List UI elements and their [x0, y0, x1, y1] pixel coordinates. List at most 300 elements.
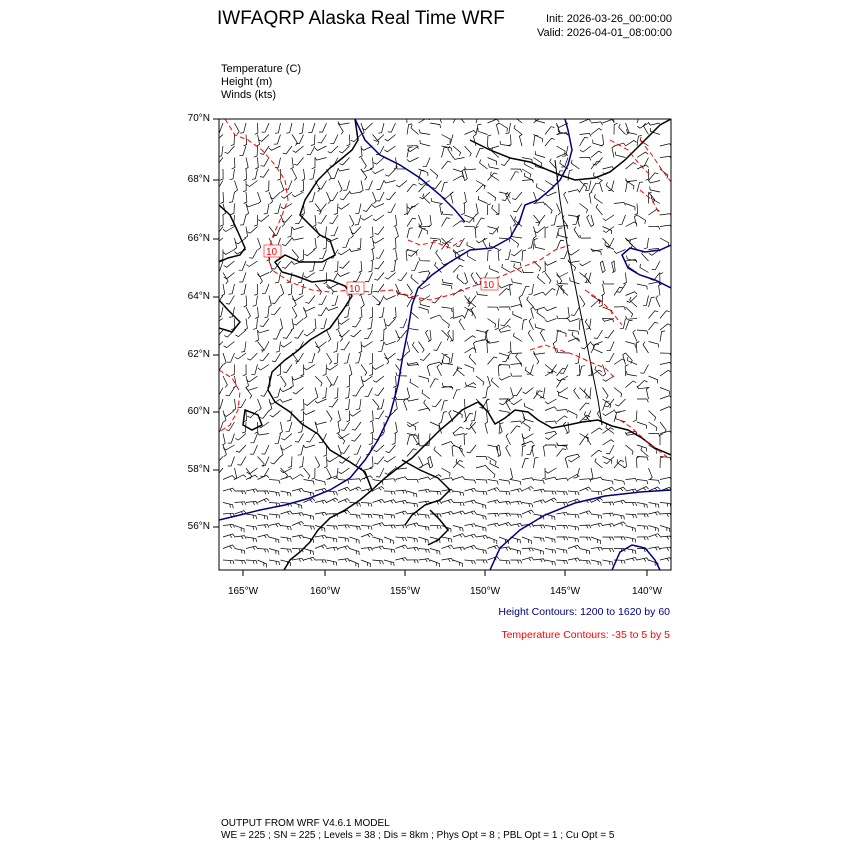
wind-barb	[292, 307, 297, 318]
wind-barb	[271, 307, 281, 315]
wind-barb	[436, 250, 442, 261]
wind-barb	[368, 284, 373, 295]
wind-barb	[545, 307, 557, 311]
wind-barb	[465, 534, 477, 538]
wind-barb	[499, 522, 511, 526]
wind-barb	[499, 123, 508, 132]
wind-barb	[470, 422, 476, 433]
wind-barb	[511, 549, 521, 555]
wind-barb	[362, 123, 372, 130]
wind-barb	[281, 181, 284, 193]
wind-barb	[641, 447, 649, 457]
wind-barb	[557, 226, 569, 229]
wind-barb	[643, 342, 649, 353]
wind-barb	[304, 491, 314, 497]
wind-barb	[626, 371, 637, 376]
wind-barb	[603, 215, 614, 221]
wind-barb	[373, 376, 384, 382]
wind-barb	[315, 388, 318, 400]
wind-barb	[442, 468, 451, 477]
wind-barb	[545, 537, 555, 543]
wind-barb	[404, 399, 407, 411]
wind-barb	[304, 273, 315, 278]
wind-barb	[649, 434, 660, 437]
wind-barb	[223, 524, 235, 528]
wind-barb	[476, 113, 482, 123]
lon-label: 155°W	[389, 586, 421, 597]
wind-barb	[338, 499, 350, 503]
wind-barb	[379, 307, 384, 318]
wind-barb	[626, 479, 638, 482]
wind-barb	[442, 307, 453, 312]
wind-barb	[648, 122, 660, 125]
wind-barb	[456, 238, 465, 247]
wind-barb	[384, 491, 395, 495]
wind-barb	[386, 319, 396, 326]
wind-barb	[292, 169, 297, 181]
wind-barb	[288, 457, 292, 468]
wind-barb	[442, 284, 453, 289]
wind-barb	[442, 319, 450, 329]
wind-barb	[334, 204, 338, 215]
wind-barb	[223, 227, 234, 232]
lat-label: 64°N	[187, 291, 210, 302]
wind-barb	[232, 158, 235, 169]
wind-barb	[545, 319, 557, 322]
wind-barb	[258, 525, 270, 528]
wind-barb	[488, 376, 491, 388]
wind-barb	[448, 353, 453, 363]
wind-barb	[649, 526, 659, 532]
wind-barb	[420, 301, 430, 307]
wind-barb	[319, 296, 327, 305]
wind-barb	[269, 491, 280, 496]
wind-barb	[361, 526, 372, 530]
wind-barb	[355, 353, 361, 363]
wind-barb	[261, 342, 269, 351]
wind-barb	[376, 181, 384, 190]
wind-barb	[380, 330, 384, 341]
wind-barb	[442, 238, 453, 244]
wind-barb	[430, 457, 433, 469]
wind-barb	[327, 330, 331, 342]
wind-barb	[626, 558, 638, 562]
wind-barb	[244, 192, 247, 204]
wind-barb	[574, 388, 580, 399]
wind-barb	[304, 514, 314, 520]
wind-barb	[369, 353, 372, 364]
wind-barb	[288, 284, 292, 295]
wind-barb	[533, 307, 545, 310]
wind-barb	[430, 315, 442, 318]
wind-barb	[605, 330, 614, 338]
wind-barb	[545, 273, 551, 284]
wind-barb	[524, 416, 534, 423]
wind-barb	[488, 119, 500, 123]
wind-barb	[308, 123, 315, 133]
wind-barb	[453, 427, 464, 434]
wind-barb	[603, 560, 613, 565]
wind-barb	[315, 480, 325, 486]
wind-barb	[359, 146, 362, 158]
wind-barb	[303, 411, 315, 415]
wind-barb	[258, 215, 269, 221]
wind-barb	[260, 319, 269, 327]
wind-barb	[521, 434, 524, 446]
wind-barb	[290, 158, 293, 170]
wind-barb	[345, 399, 349, 410]
wind-barb	[214, 158, 223, 166]
wind-barb	[292, 237, 304, 240]
wind-barb	[430, 526, 441, 529]
wind-barb	[269, 523, 281, 527]
wind-barb	[547, 365, 556, 373]
wind-barb	[430, 240, 437, 249]
wind-barb	[557, 204, 561, 216]
wind-barb	[478, 196, 487, 204]
wind-barb	[511, 364, 523, 367]
wind-barb	[244, 169, 247, 181]
wind-barb	[375, 261, 384, 269]
wind-barb	[580, 204, 588, 213]
wind-barb	[590, 468, 593, 480]
wind-barb	[373, 296, 380, 306]
wind-barb	[292, 376, 304, 380]
wind-barb	[619, 124, 626, 135]
wind-barb	[419, 307, 429, 313]
wind-barb	[465, 309, 472, 318]
wind-barb	[338, 468, 349, 474]
wind-barb	[357, 238, 361, 249]
wind-barb	[430, 560, 439, 567]
wind-barb	[295, 434, 304, 443]
wind-barb	[626, 163, 637, 169]
wind-barb	[235, 526, 245, 533]
wind-barb	[488, 513, 500, 516]
wind-barb	[546, 434, 557, 440]
wind-barb	[591, 428, 602, 434]
wind-barb	[419, 549, 430, 553]
wind-barb	[338, 250, 349, 255]
wind-barb	[327, 537, 338, 542]
wind-barb	[442, 147, 448, 157]
wind-barb	[476, 465, 488, 468]
wind-barb	[513, 388, 522, 396]
wind-barb	[304, 399, 315, 405]
wind-barb	[224, 342, 235, 348]
wind-barb	[247, 353, 257, 360]
wind-barb	[396, 330, 400, 342]
wind-barb	[465, 500, 477, 504]
wind-barb	[476, 560, 487, 563]
wind-barb	[419, 129, 430, 134]
wind-barb	[626, 549, 636, 554]
wind-barb	[235, 434, 246, 441]
wind-barb	[326, 307, 338, 311]
wind-barb	[283, 330, 292, 338]
wind-barb	[373, 546, 385, 550]
wind-barb	[640, 365, 648, 374]
wind-barb	[465, 348, 476, 353]
wind-barb	[545, 138, 555, 146]
wind-barb	[312, 468, 316, 479]
wind-barb	[265, 181, 269, 192]
wind-barb	[453, 156, 465, 159]
wind-barb	[245, 227, 248, 239]
wind-barb	[376, 250, 384, 259]
wind-barb	[391, 261, 396, 272]
wind-barb	[637, 215, 646, 224]
wind-barb	[246, 376, 249, 388]
wind-barb	[591, 151, 602, 157]
wind-barb	[407, 435, 413, 445]
wind-barb	[327, 284, 334, 294]
wind-barb	[370, 227, 373, 238]
wind-barb	[309, 353, 315, 363]
wind-barb	[258, 475, 270, 479]
wind-barb	[626, 537, 636, 543]
wind-barb	[466, 382, 477, 387]
wind-barb	[529, 284, 534, 295]
wind-barb	[323, 365, 327, 376]
wind-barb	[269, 480, 280, 484]
wind-barb	[419, 477, 431, 480]
wind-barb	[660, 362, 672, 365]
wind-barb	[375, 227, 384, 235]
wind-barb	[349, 365, 352, 377]
wind-barb	[327, 353, 332, 364]
wind-barb	[246, 261, 257, 267]
wind-barb	[350, 514, 361, 519]
wind-barb	[453, 491, 464, 496]
wind-barb	[364, 330, 372, 339]
wind-barb	[514, 125, 522, 135]
wind-barb	[384, 500, 396, 504]
wind-barb	[607, 342, 614, 351]
wind-barb	[637, 422, 647, 429]
wind-barb	[310, 169, 315, 179]
wind-barb	[512, 279, 522, 284]
wind-barb	[407, 523, 419, 527]
wind-barb	[361, 514, 372, 518]
wind-barb	[511, 501, 523, 505]
wind-barb	[315, 157, 327, 160]
wind-barb	[476, 549, 486, 554]
wind-barb	[465, 511, 477, 515]
wind-barb	[442, 279, 453, 284]
wind-barb	[660, 434, 663, 445]
wind-barb	[262, 123, 269, 132]
wind-barb	[231, 365, 235, 376]
wind-barb	[430, 379, 438, 388]
wind-barb	[223, 476, 235, 480]
wind-barb	[419, 271, 431, 274]
wind-barb	[626, 307, 633, 317]
wind-barb	[614, 307, 625, 310]
wind-barb	[235, 502, 247, 505]
wind-barb	[615, 152, 625, 158]
wind-barb	[574, 227, 579, 238]
wind-barb	[591, 215, 594, 227]
wind-barb	[327, 457, 338, 462]
wind-barb	[373, 238, 384, 243]
wind-barb	[510, 284, 513, 296]
wind-barb	[341, 422, 350, 431]
wind-barb	[534, 480, 545, 485]
wind-barb	[660, 353, 671, 357]
wind-barb	[370, 158, 373, 170]
wind-barb	[465, 146, 472, 157]
wind-barb	[442, 401, 448, 411]
wind-barb	[262, 284, 269, 293]
wind-barb	[522, 458, 529, 468]
wind-barb	[230, 169, 235, 180]
wind-barb	[222, 284, 225, 296]
wind-barb	[261, 445, 269, 454]
wind-barb	[626, 178, 638, 181]
wind-barb	[274, 135, 281, 145]
wind-barb	[255, 158, 258, 170]
wind-barb	[476, 124, 481, 134]
wind-barb	[260, 411, 270, 419]
wind-barb	[350, 215, 354, 227]
wind-barb	[407, 388, 410, 400]
wind-barb	[633, 411, 637, 422]
wind-barb	[637, 558, 649, 562]
wind-barb	[224, 273, 235, 279]
wind-barb	[649, 173, 659, 181]
wind-barb	[321, 319, 327, 329]
wind-barb	[388, 204, 396, 213]
wind-barb	[226, 388, 235, 396]
wind-barb	[428, 215, 431, 227]
wind-barb	[442, 499, 454, 503]
wind-barb	[511, 350, 522, 353]
wind-barb	[275, 158, 281, 168]
wind-barb	[264, 204, 269, 215]
wind-barb	[373, 537, 383, 543]
wind-barb	[477, 291, 488, 295]
wind-barb	[271, 296, 280, 304]
wind-barb	[259, 135, 269, 142]
wind-barb	[535, 117, 545, 123]
wind-barb	[246, 526, 257, 531]
wind-barb	[294, 158, 304, 166]
wind-barb	[453, 221, 464, 227]
wind-barb	[540, 330, 545, 342]
wind-barb	[280, 319, 283, 331]
wind-barb	[511, 388, 514, 400]
wind-barb	[637, 514, 648, 517]
wind-barb	[522, 503, 533, 508]
wind-barb	[536, 183, 545, 192]
wind-barb	[434, 342, 442, 351]
wind-barb	[557, 280, 568, 284]
wind-barb	[304, 480, 315, 485]
wind-barb	[225, 146, 235, 154]
wind-barb	[419, 227, 428, 235]
wind-barb	[614, 287, 623, 295]
wind-barb	[545, 365, 553, 375]
wind-barb	[419, 463, 431, 468]
wind-barb	[250, 434, 257, 443]
wind-barb	[239, 261, 246, 270]
wind-barb	[243, 181, 246, 192]
wind-barb	[545, 127, 555, 135]
wind-barb	[229, 284, 235, 294]
wind-barb	[372, 204, 384, 208]
wind-barb	[258, 514, 268, 520]
wind-barb	[332, 296, 338, 306]
wind-barb	[373, 365, 384, 370]
wind-barb	[246, 546, 258, 550]
wind-barb	[603, 524, 615, 528]
wind-barb	[522, 510, 534, 514]
wind-barb	[580, 261, 592, 266]
wind-barb	[522, 422, 530, 431]
wind-barb	[534, 549, 544, 555]
lon-label: 165°W	[227, 586, 259, 597]
wind-barb	[270, 411, 281, 417]
wind-barb	[233, 399, 236, 411]
wind-barb	[338, 168, 350, 171]
wind-barb	[427, 364, 430, 376]
wind-barb	[603, 480, 614, 485]
wind-barb	[557, 560, 568, 564]
wind-barb	[442, 218, 451, 227]
wind-barb	[580, 525, 591, 528]
wind-barb	[419, 537, 429, 544]
wind-barb	[293, 146, 304, 152]
wind-barb	[453, 547, 465, 551]
wind-barb	[384, 457, 395, 463]
wind-barb	[361, 158, 366, 169]
lon-label: 150°W	[469, 586, 501, 597]
height-contour-note: Height Contours: 1200 to 1620 by 60	[498, 606, 670, 618]
wind-barb	[471, 273, 476, 284]
wind-barb	[529, 319, 533, 331]
wind-barb	[649, 503, 660, 508]
wind-barb	[384, 296, 396, 300]
wind-barb	[411, 274, 419, 284]
wind-barb	[537, 309, 545, 318]
wind-barb	[646, 387, 649, 399]
wind-barb	[614, 202, 626, 205]
wind-barb	[282, 261, 292, 268]
wind-barb	[384, 514, 395, 519]
wind-barb	[447, 135, 453, 145]
wind-barb	[351, 135, 361, 142]
wind-barb	[649, 422, 657, 431]
wind-barb	[239, 146, 246, 156]
wind-barb	[453, 511, 465, 515]
wind-barb	[644, 238, 649, 249]
wind-barb	[351, 330, 362, 337]
wind-barb	[513, 204, 522, 212]
wind-barb	[453, 526, 463, 532]
wind-barb	[561, 250, 568, 259]
wind-barb	[660, 324, 671, 330]
wind-barb	[522, 487, 534, 492]
wind-barb	[398, 330, 408, 338]
wind-barb	[384, 537, 393, 544]
wind-barb	[369, 365, 372, 376]
wind-barb	[557, 525, 568, 528]
wind-barb	[453, 461, 463, 469]
wind-barb	[338, 411, 341, 423]
wind-barb	[370, 457, 373, 468]
wind-barb	[522, 557, 534, 561]
